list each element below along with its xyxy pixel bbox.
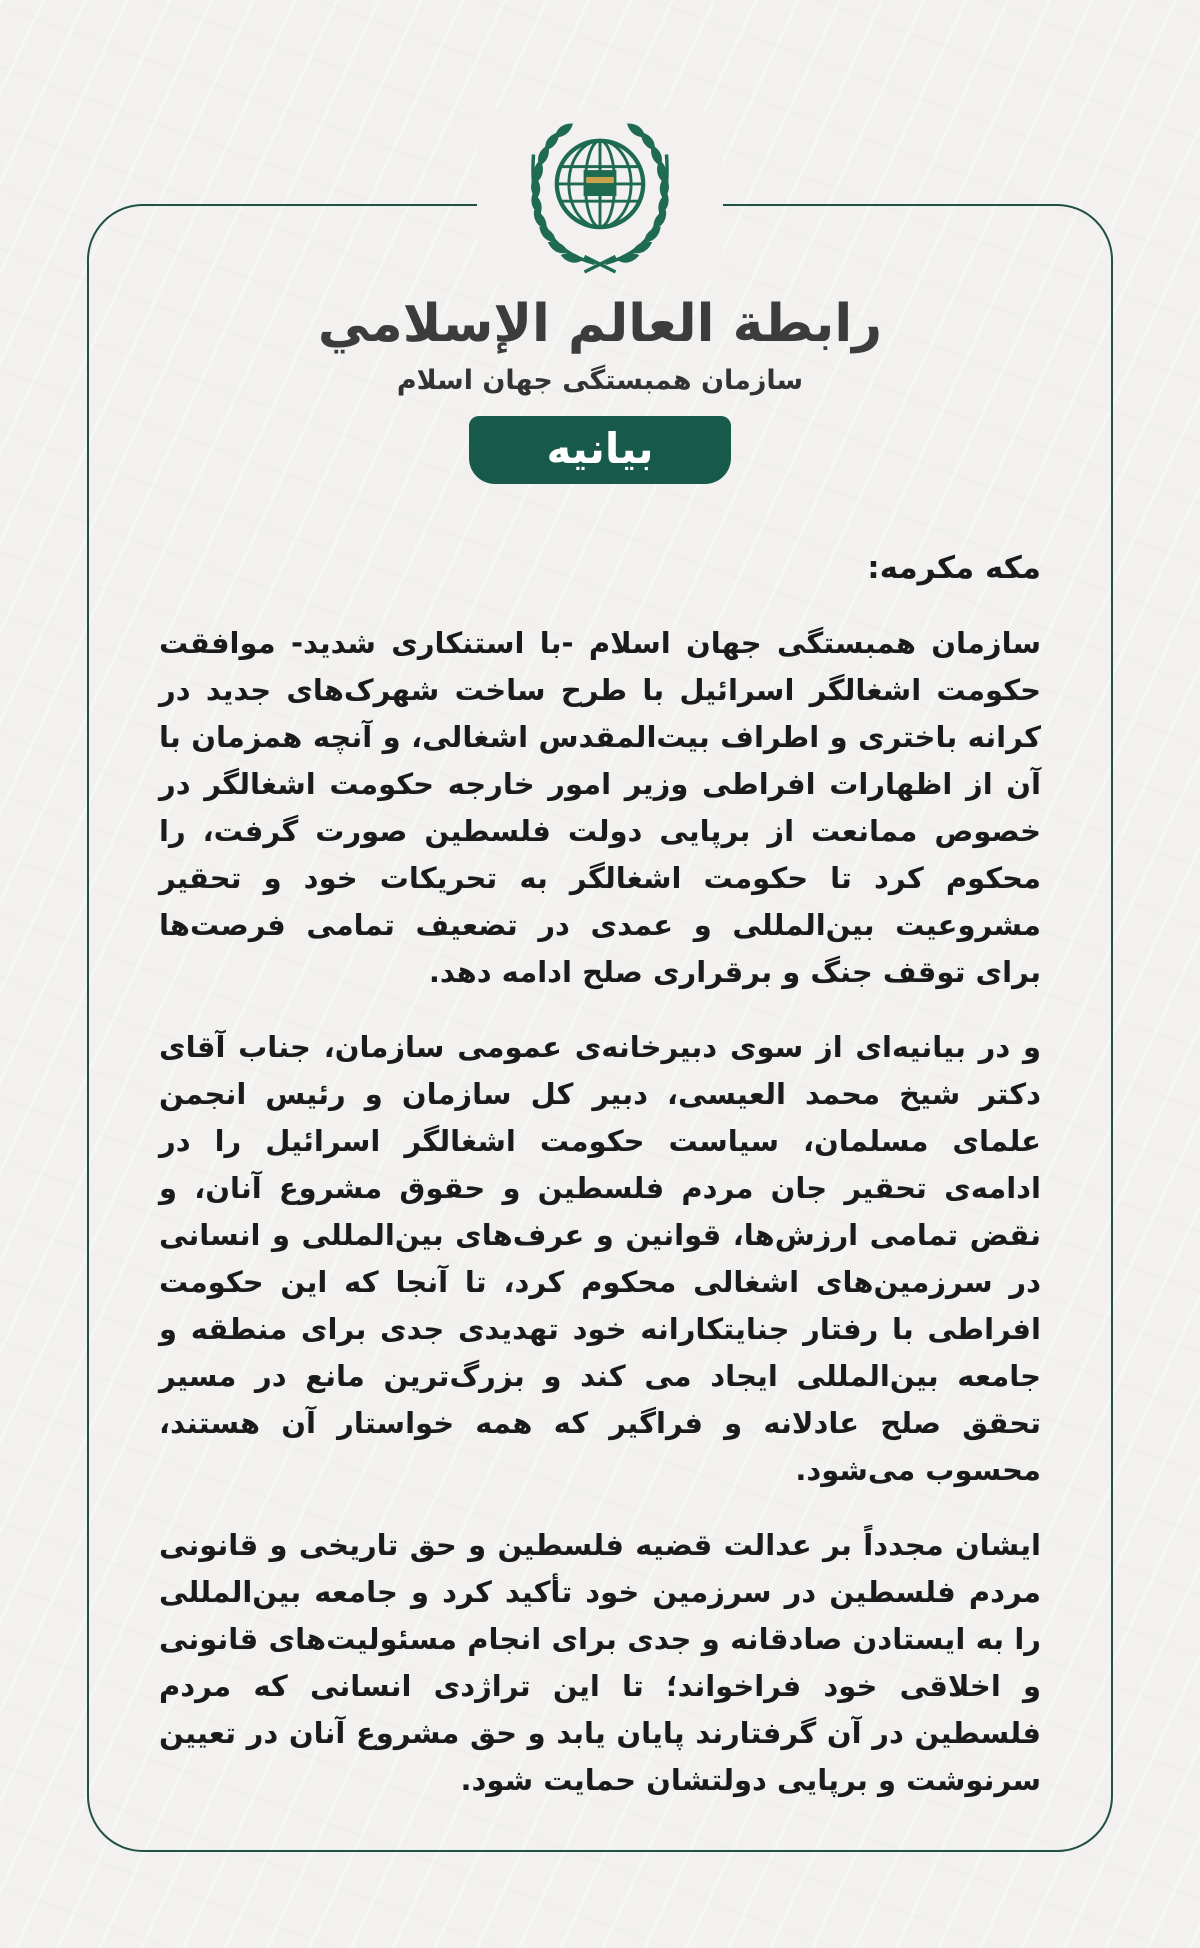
statement-paragraph: و در بیانیه‌ای از سوی دبیرخانه‌ی عمومی سازمان، جناب آقای دکتر شیخ محمد العیسی، دبیر کل سازمان و رئیس انجمن علمای مسلمان، سیاست حکومت اشغالگر اسرائیل را در ادامه‌ی تحقیر جان مردم فلسطین و حقوق مشروع آنان، و نقض تمامی ارزش‌ها، قوانین و عرف‌های بین‌المللی و انسانی در سرزمین‌های اشغالی محکوم کرد، تا آنجا که این حکومت افراطی با رفتار جنایتکارانه خود تهدیدی جدی برای منطقه و جامعه بین‌المللی ایجاد می کند و بزرگ‌ترین مانع در مسیر تحقق صلح عادلانه و فراگیر که همه خواستار آن هستند، محسوب می‌شود. xyxy=(159,1030,1041,1488)
statement-banner: بیانیه xyxy=(469,416,731,484)
laurel-wreath-globe-icon xyxy=(505,110,695,282)
org-calligraphy-arabic: رابطة العالم الإسلامي xyxy=(317,294,883,354)
org-emblem xyxy=(477,110,723,282)
kaaba-icon xyxy=(584,170,617,196)
statement-paragraph: ایشان مجدداً بر عدالت قضیه فلسطین و حق تاریخی و قانونی مردم فلسطین در سرزمین خود تأکید کرد و جامعه بین‌المللی را به ایستادن صادقانه و جدی برای انجام مسئولیت‌های قانونی و اخلاقی خود فراخواند؛ تا این تراژدی انسانی که مردم فلسطین در آن گرفتارند پایان یابد و حق مشروع آنان در تعیین سرنوشت و برپایی دولتشان حمایت شود. xyxy=(159,1528,1041,1798)
statement-card xyxy=(87,204,1113,1852)
dateline: مکه مکرمه: xyxy=(867,550,1041,587)
statement-paragraph: سازمان همبستگی جهان اسلام -با استنکاری شدید- موافقت حکومت اشغالگر اسرائیل با طرح ساخت شهرک‌های جدید در کرانه باختری و اطراف بیت‌المقدس اشغالی، و آنچه همزمان با آن از اظهارات افراطی وزیر امور خارجه حکومت اشغالگر در خصوص ممانعت از برپایی دولت فلسطین صورت گرفت، را محکوم کرد تا حکومت اشغالگر به تحریکات خود و تحقیر مشروعیت بین‌المللی و عمدی در تضعیف تمامی فرصت‌ها برای توقف جنگ و برقراری صلح ادامه دهد. xyxy=(159,626,1041,990)
statement-body xyxy=(89,550,1111,1804)
org-name-persian: سازمان همبستگی جهان اسلام xyxy=(396,365,804,397)
